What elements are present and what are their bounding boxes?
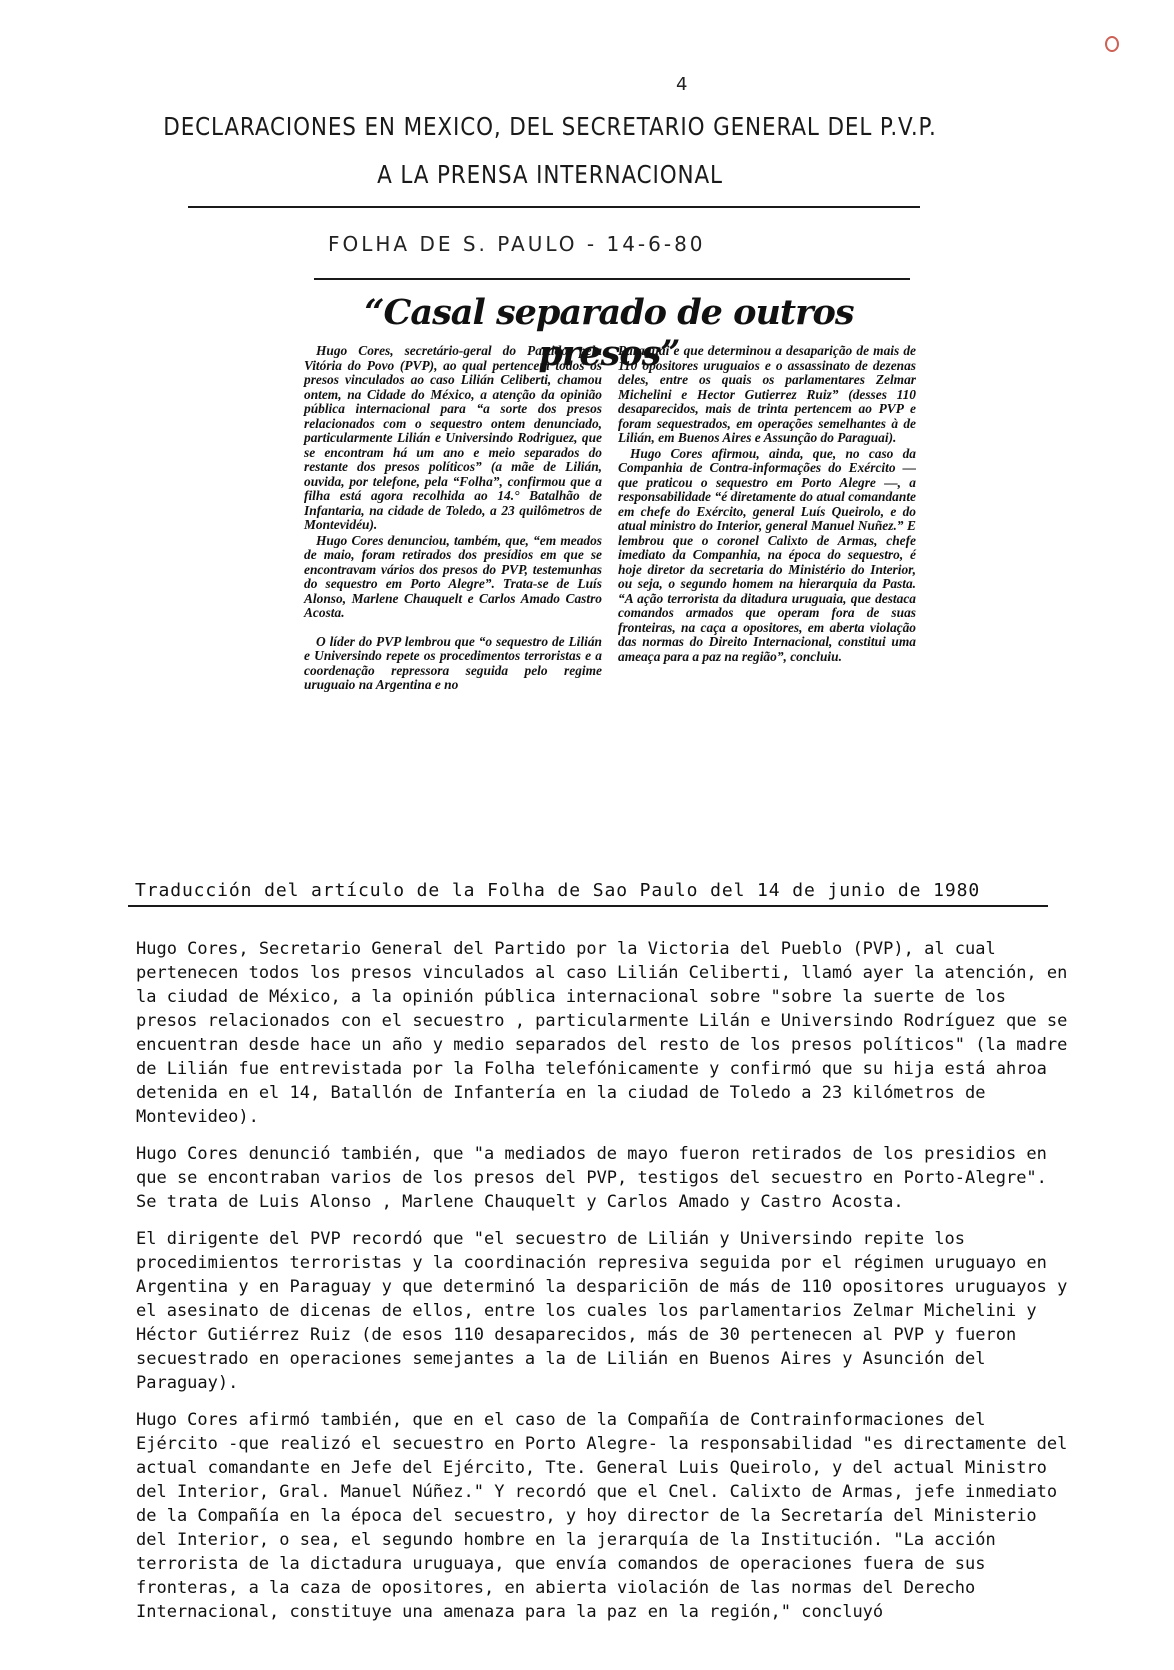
clipping-top-rule [314, 278, 910, 280]
translation-paragraph: Hugo Cores denunció también, que "a mediados de mayo fueron retirados de los presidios en que se encontraban varios de los presos del PVP, testigos del secuestro en Porto-Alegre". Se trata de Luis Alonso , Marlene Chauquelt y Carlos Amado y Castro Acosta. [136, 1144, 1047, 1212]
clipping-paragraph: Hugo Cores denunciou, também, que, “em meados de maio, foram retirados dos presídios em que se encontravam vários dos presos do PVP, testemunhas do sequestro em Porto Alegre”. Trata-se de Luís Alonso, Marlene Chauquelt e Carlos Amado Castro Acosta. [304, 532, 602, 620]
translation-paragraph: Hugo Cores afirmó también, que en el caso de la Compañía de Contrainformaciones del Ejército -que realizó el secuestro en Porto Alegre- la responsabilidad "es directamente del actual comandante en Jefe del Ejército, Tte. General Luis Queirolo, y del actual Ministro del Interior, Gral. Manuel Núñez." Y recordó que el Cnel. Calixto de Armas, jefe inmediato de la Compañía en la época del secuestro, y hoy director de la Secretaría del Ministerio del Interior, o sea, el segundo hombre en la jerarquía de la Institución. "La acción terrorista de la dictadura uruguaya, que envía comandos de operaciones fuera de sus fronteras, a la caza de opositores, en abierta violación de las normas del Derecho Internacional, constituye una amenaza para la paz en la región," concluyó [136, 1410, 1068, 1622]
translation-body [136, 937, 1076, 1637]
newspaper-clipping [300, 262, 918, 822]
caption-rule [128, 905, 1048, 907]
clipping-left-column [304, 344, 602, 693]
clipping-paragraph: Paraguai e que determinou a desaparição de mais de 110 opositores uruguaios e o assassinato de dezenas deles, entre os quais os parlamentares Zelmar Michelini e Hector Gutierrez Ruiz” (desses 110 desaparecidos, mais de trinta pertencem ao PVP e foram sequestrados, em operações semelhantes à de Lilián, em Buenos Aires e Assunção do Paraguai). [618, 343, 916, 445]
heading-rule [188, 206, 920, 208]
clipping-paragraph: O líder do PVP lembrou que “o sequestro de Lilián e Universindo repete os procedimentos terroristas e a coordenação repressora seguida pelo regime uruguaio na Argentina e no [304, 633, 602, 692]
red-pen-mark [1105, 36, 1119, 52]
page-number: 4 [676, 74, 688, 95]
translation-paragraph: El dirigente del PVP recordó que "el secuestro de Lilián y Universindo repite los procedimientos terroristas y la coordinación represiva seguida por el régimen uruguayo en Argentina y en Paraguay y que determinó la despariciōn de más de 110 opositores uruguayos y el asesinato de dicenas de ellos, entre los cuales los parlamentarios Zelmar Michelini y Héctor Gutiérrez Ruiz (de esos 110 desaparecidos, más de 30 pertenecen al PVP y fueron secuestrado en operaciones semejantes a la de Lilián en Buenos Aires y Asunción del Paraguay). [136, 1229, 1068, 1393]
clipping-source-handwritten: FOLHA DE S. PAULO - 14-6-80 [328, 232, 706, 256]
clipping-right-column [618, 344, 916, 664]
document-heading-line1: DECLARACIONES EN MEXICO, DEL SECRETARIO GENERAL DEL P.V.P. [163, 112, 937, 141]
clipping-paragraph: Hugo Cores afirmou, ainda, que, no caso da Companhia de Contra-informações do Exército — que praticou o sequestro em Porto Alegre —, a responsabilidade “é diretamente do atual comandante em chefe do Exército, general Luís Queirolo, e do atual ministro do Interior, general Manuel Nuñez.” E lembrou que o coronel Calixto de Armas, chefe imediato da Companhia, na época do sequestro, é hoje diretor da secretaria do Ministério do Interior, ou seja, o segundo homem na hierarquia da Pasta. “A ação terrorista da ditadura uruguaia, que destaca comandos armados que operam fora de suas fronteiras, na caça a opositores, em aberta violação das normas do Direito Internacional, constitui uma ameaça para a paz na região”, concluiu. [618, 445, 916, 664]
translation-paragraph: Hugo Cores, Secretario General del Partido por la Victoria del Pueblo (PVP), al cual pertenecen todos los presos vinculados al caso Lilián Celiberti, llamó ayer la atención, en la ciudad de México, a la opinión pública internacional sobre "sobre la suerte de los presos relacionados con el secuestro , particularmente Lilán e Universindo Rodríguez que se encuentran desde hace un año y medio separados del resto de los presos políticos" (la madre de Lilián fue entrevistada por la Folha telefónicamente y confirmó que su hija está ahroa detenida en el 14, Batallón de Infantería en la ciudad de Toledo a 23 kilómetros de Montevideo). [136, 939, 1068, 1127]
clipping-paragraph: Hugo Cores, secretário-geral do Partido pela Vitória do Povo (PVP), ao qual pertencem todos os presos vinculados ao caso Lilián Celiberti, chamou ontem, na Cidade do México, a atenção da opinião pública internacional para “a sorte dos presos relacionados com o sequestro ontem denunciado, particularmente Lilián e Universindo Rodriguez, que se encontram há um ano e meio separados do restante dos presos políticos” (a mãe de Lilián, ouvida, por telefone, pela “Folha”, confirmou que a filha está agora recolhida ao 14.° Batalhão de Infantaria, na cidade de Toledo, a 23 quilômetros de Montevidéu). [304, 343, 602, 532]
clipping-title: “Casal separado de outros presos” [364, 292, 854, 374]
translation-caption: Traducción del artículo de la Folha de Sao Paulo del 14 de junio de 1980 [135, 880, 981, 901]
document-heading-line2: A LA PRENSA INTERNACIONAL [377, 160, 723, 189]
